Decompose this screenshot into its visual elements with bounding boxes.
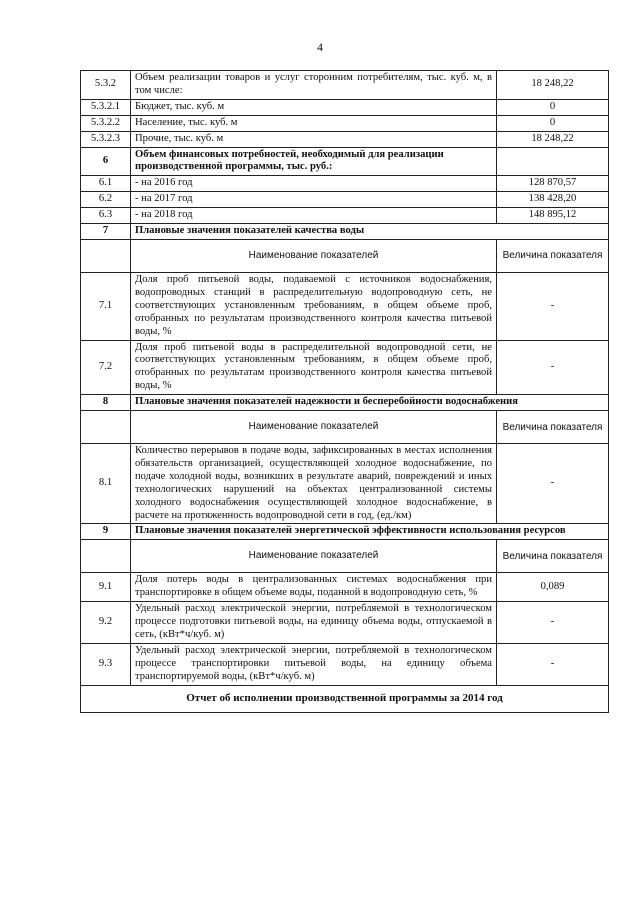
indicator-value-header: Величина показателя xyxy=(497,540,609,573)
row-text: Объем реализации товаров и услуг сторонним потребителям, тыс. куб. м, в том числе: xyxy=(131,71,497,100)
row-value: 18 248,22 xyxy=(497,71,609,100)
table-row xyxy=(81,444,609,524)
table-row xyxy=(81,131,609,147)
row-text: - на 2017 год xyxy=(131,192,497,208)
section-title: Плановые значения показателей надежности и бесперебойности водоснабжения xyxy=(131,395,609,411)
empty-cell xyxy=(81,411,131,444)
row-value: 138 428,20 xyxy=(497,192,609,208)
row-value: 148 895,12 xyxy=(497,208,609,224)
row-text: Прочие, тыс. куб. м xyxy=(131,131,497,147)
production-program-table xyxy=(80,70,609,713)
empty-cell xyxy=(81,239,131,272)
footer-row xyxy=(81,685,609,712)
indicator-value-header: Величина показателя xyxy=(497,411,609,444)
section-title: Плановые значения показателей энергетической эффективности использования ресурсов xyxy=(131,524,609,540)
section-row xyxy=(81,395,609,411)
row-text: Количество перерывов в подаче воды, зафиксированных в местах исполнения обязательств организацией, осуществляющей холодное водоснабжение, по подаче холодной воды, возникших в результате аварий, повреждений и иных технологических нарушений на объектах централизованной системы холодного водоснабжения осуществляющей холодное водоснабжение, в расчете на протяженность водопроводной сети в год, (ед./км) xyxy=(131,444,497,524)
section-row xyxy=(81,524,609,540)
row-value: 0 xyxy=(497,99,609,115)
empty-cell xyxy=(81,540,131,573)
row-text: Население, тыс. куб. м xyxy=(131,115,497,131)
report-footer-title: Отчет об исполнении производственной программы за 2014 год xyxy=(81,685,609,712)
table-row xyxy=(81,176,609,192)
row-number: 7.1 xyxy=(81,272,131,340)
section-title: Объем финансовых потребностей, необходимый для реализации производственной программы, тыс. руб.: xyxy=(131,147,497,176)
row-value: 0 xyxy=(497,115,609,131)
row-text: Доля проб питьевой воды, подаваемой с источников водоснабжения, водопроводных станций в распределительную водопроводную сеть, не соответствующих установленным требованиям, в общем объеме проб, отобранных по результатам производственного контроля качества питьевой воды, % xyxy=(131,272,497,340)
table-row xyxy=(81,643,609,685)
row-number: 9.1 xyxy=(81,573,131,602)
row-number: 5.3.2.1 xyxy=(81,99,131,115)
table-row xyxy=(81,272,609,340)
table-row xyxy=(81,192,609,208)
row-number: 5.3.2 xyxy=(81,71,131,100)
section-row xyxy=(81,147,609,176)
row-text: Доля потерь воды в централизованных системах водоснабжения при транспортировке в общем объеме воды, поданной в водопроводную сеть, % xyxy=(131,573,497,602)
row-number: 7.2 xyxy=(81,340,131,395)
row-number: 5.3.2.2 xyxy=(81,115,131,131)
column-header-row xyxy=(81,540,609,573)
indicator-name-header: Наименование показателей xyxy=(131,540,497,573)
row-text: - на 2018 год xyxy=(131,208,497,224)
section-number: 6 xyxy=(81,147,131,176)
row-value: 18 248,22 xyxy=(497,131,609,147)
row-text: Удельный расход электрической энергии, потребляемой в технологическом процессе транспортировки питьевой воды, на единицу объема транспортируемой воды, (кВт*ч/куб. м) xyxy=(131,643,497,685)
row-number: 9.2 xyxy=(81,602,131,644)
column-header-row xyxy=(81,411,609,444)
table-row xyxy=(81,99,609,115)
indicator-value-header: Величина показателя xyxy=(497,239,609,272)
row-number: 6.3 xyxy=(81,208,131,224)
section-title: Плановые значения показателей качества воды xyxy=(131,224,609,240)
row-number: 5.3.2.3 xyxy=(81,131,131,147)
table-row xyxy=(81,115,609,131)
row-text: Удельный расход электрической энергии, потребляемой в технологическом процессе подготовки питьевой воды, на единицу объема воды, отпускаемой в сеть, (кВт*ч/куб. м) xyxy=(131,602,497,644)
row-text: Доля проб питьевой воды в распределительной водопроводной сети, не соответствующих установленным требованиям, в общем объеме проб, отобранных по результатам производственного контроля качества питьевой воды, % xyxy=(131,340,497,395)
empty-cell xyxy=(497,147,609,176)
section-number: 9 xyxy=(81,524,131,540)
row-value: - xyxy=(497,272,609,340)
row-number: 6.1 xyxy=(81,176,131,192)
row-value: 0,089 xyxy=(497,573,609,602)
page-number: 4 xyxy=(317,40,323,54)
row-value: - xyxy=(497,340,609,395)
row-text: - на 2016 год xyxy=(131,176,497,192)
table-row xyxy=(81,340,609,395)
row-number: 9.3 xyxy=(81,643,131,685)
table-row xyxy=(81,208,609,224)
row-text: Бюджет, тыс. куб. м xyxy=(131,99,497,115)
row-number: 6.2 xyxy=(81,192,131,208)
table-row xyxy=(81,573,609,602)
column-header-row xyxy=(81,239,609,272)
indicator-name-header: Наименование показателей xyxy=(131,239,497,272)
row-number: 8.1 xyxy=(81,444,131,524)
row-value: - xyxy=(497,444,609,524)
section-number: 8 xyxy=(81,395,131,411)
indicator-name-header: Наименование показателей xyxy=(131,411,497,444)
row-value: - xyxy=(497,602,609,644)
row-value: - xyxy=(497,643,609,685)
row-value: 128 870,57 xyxy=(497,176,609,192)
table-row xyxy=(81,71,609,100)
table-row xyxy=(81,602,609,644)
section-number: 7 xyxy=(81,224,131,240)
section-row xyxy=(81,224,609,240)
